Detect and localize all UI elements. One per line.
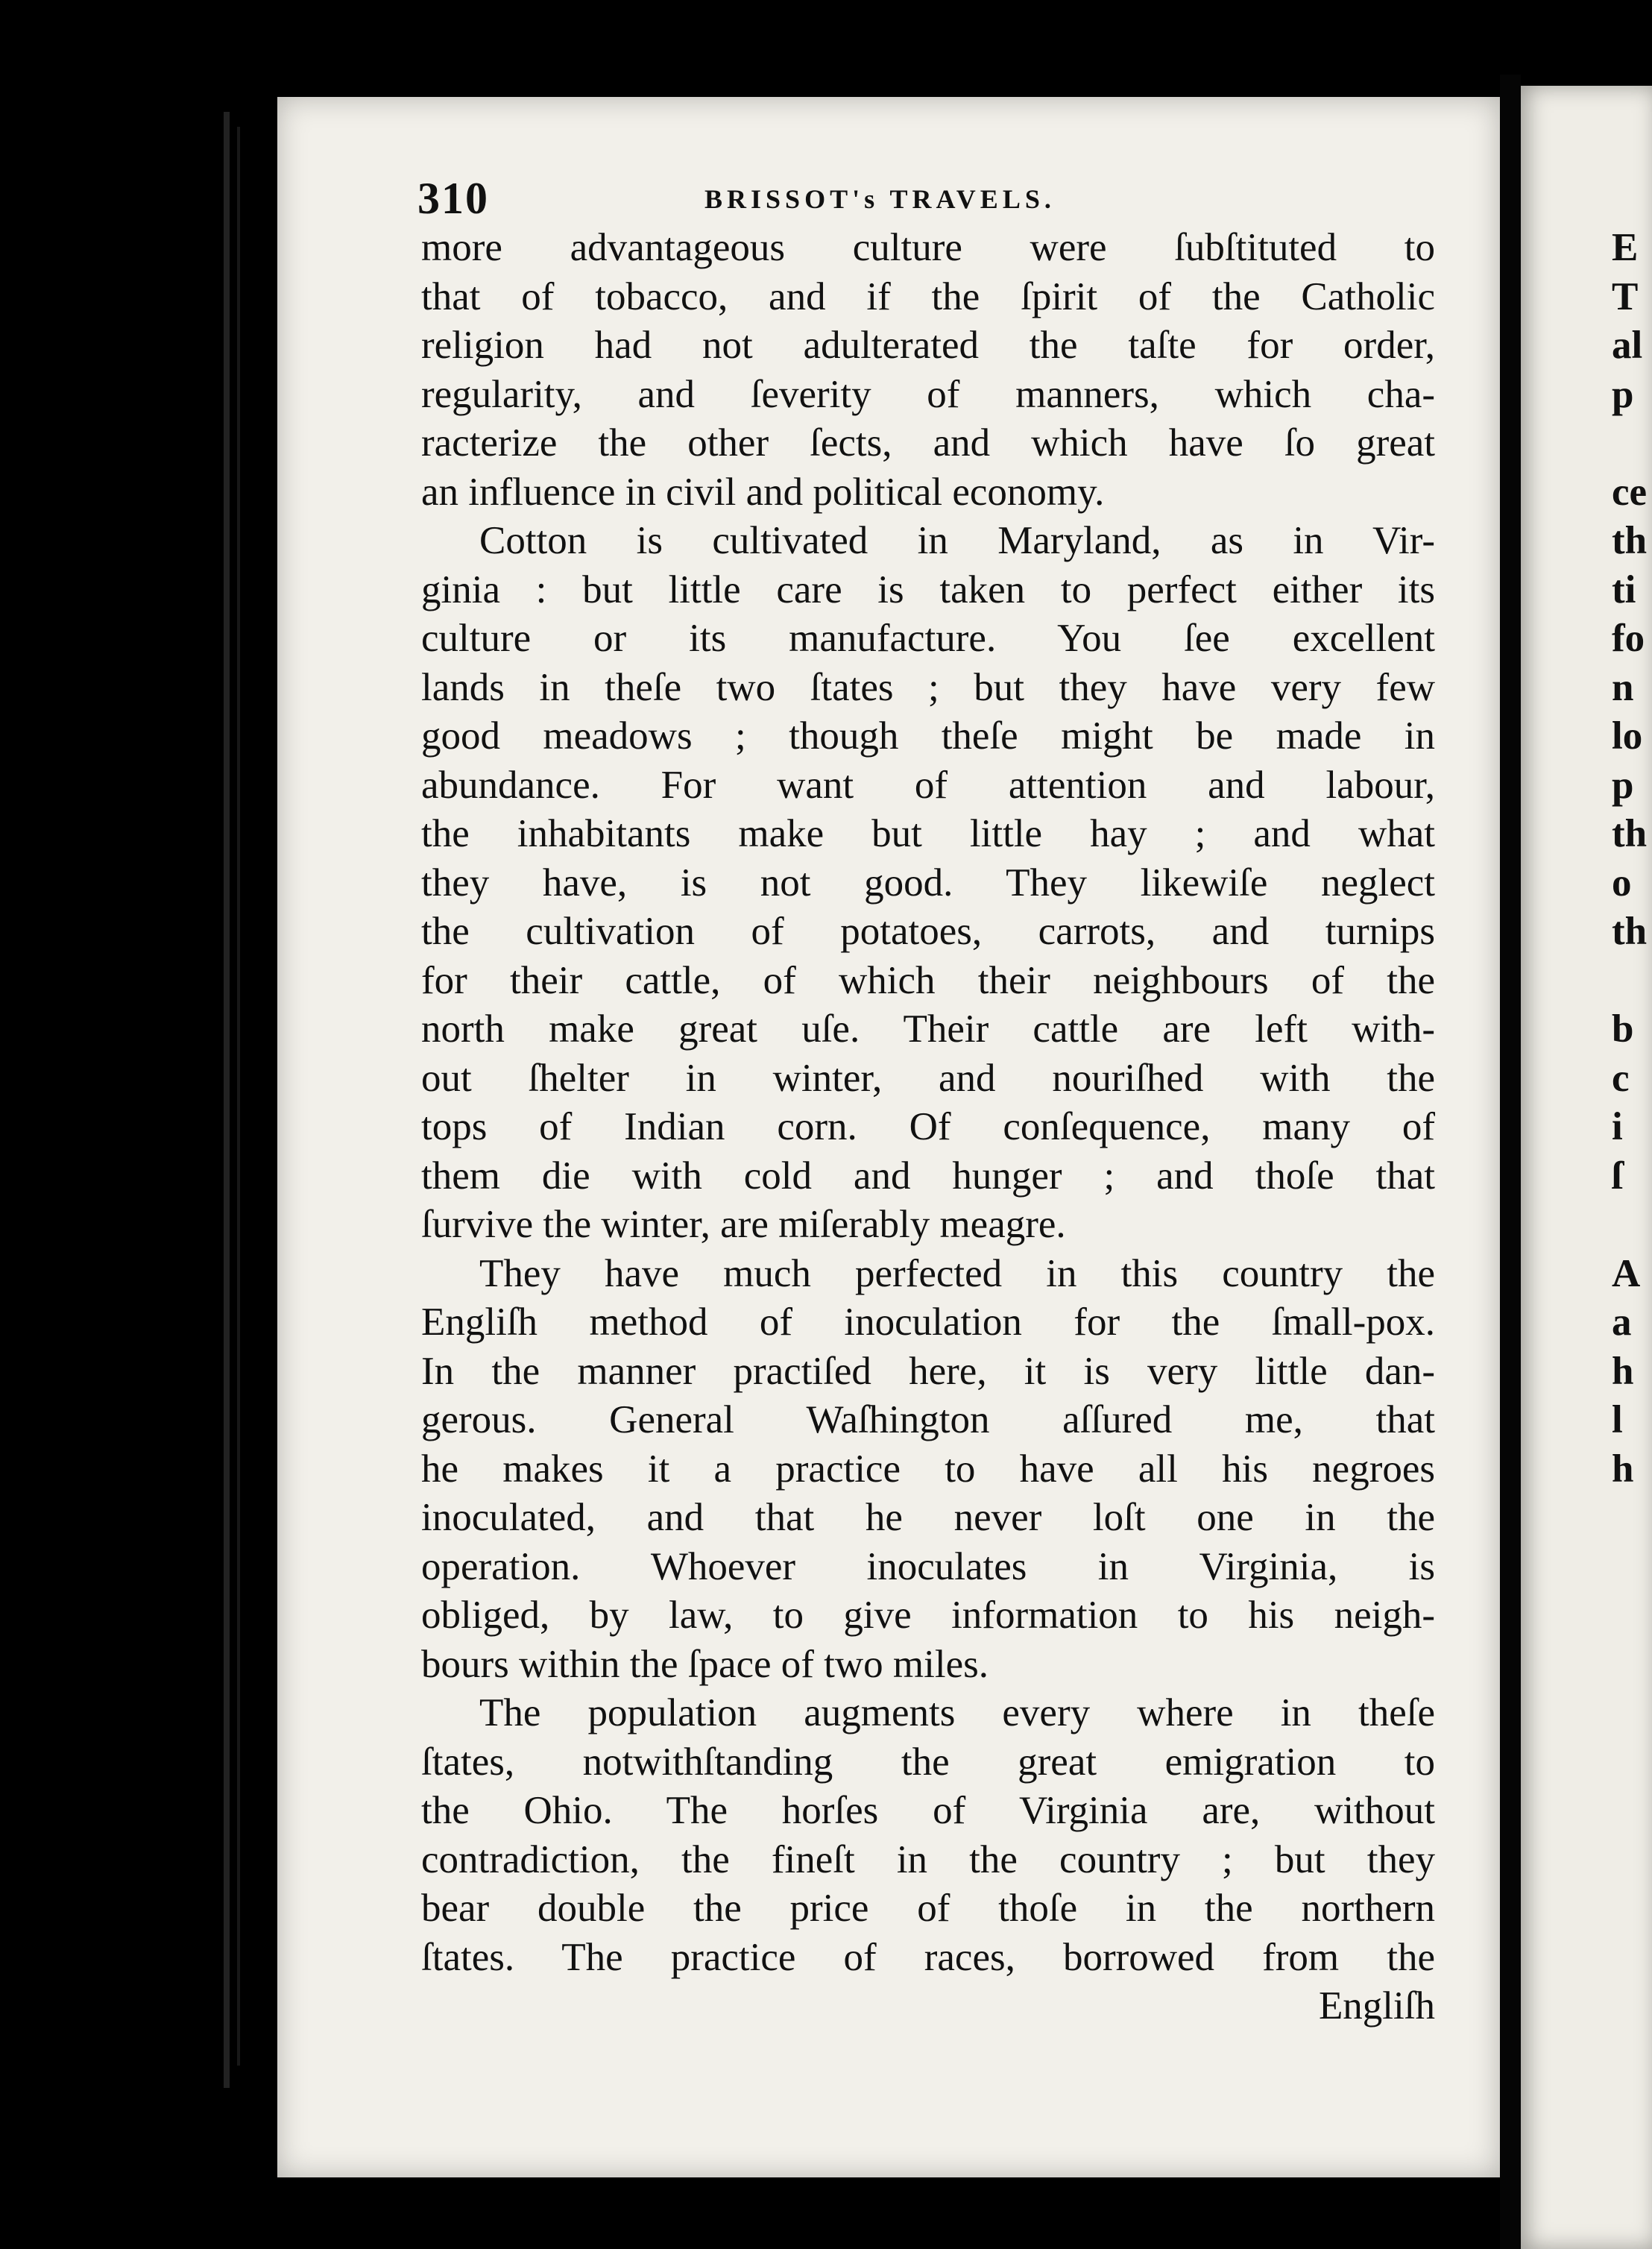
text-line: for their cattle, of which their neighbours of the <box>421 958 1435 1002</box>
right-page-text <box>1612 224 1652 2031</box>
right-page-fragment: c <box>1612 1056 1630 1100</box>
right-page-fragment: th <box>1612 812 1648 855</box>
text-line: bear double the price of thoſe in the northern <box>421 1887 1435 1930</box>
right-page-fragment: T <box>1612 274 1639 318</box>
text-line: them die with cold and hunger ; and thoſe that <box>421 1154 1435 1198</box>
text-line: culture or its manufacture. You ſee excellent <box>421 617 1435 660</box>
right-page-fragment <box>1612 957 1652 1006</box>
text-line: the cultivation of potatoes, carrots, and turnips <box>421 910 1435 953</box>
text-line: the inhabitants make but little hay ; and what <box>421 812 1435 855</box>
body-text <box>421 224 1435 2031</box>
right-page-fragment: E <box>1612 226 1639 269</box>
right-page-fragment <box>1612 1934 1652 1983</box>
right-page-fragment: b <box>1612 1007 1634 1051</box>
right-page-fragment: p <box>1612 763 1634 807</box>
right-page-fragment: n <box>1612 665 1634 709</box>
text-line: north make great uſe. Their cattle are left with- <box>421 1007 1435 1051</box>
text-line: The population augments every where in theſe <box>479 1691 1435 1734</box>
right-page-fragment: th <box>1612 910 1648 953</box>
text-line: bours within the ſpace of two miles. <box>421 1642 989 1686</box>
text-line: abundance. For want of attention and labour, <box>421 763 1435 807</box>
page-number: 310 <box>417 174 489 223</box>
text-line: he makes it a practice to have all his negroes <box>421 1447 1435 1491</box>
text-line: more advantageous culture were ſubſtituted to <box>421 226 1435 269</box>
right-page-fragment: h <box>1612 1447 1634 1491</box>
right-page-fragment: A <box>1612 1251 1641 1295</box>
right-page-fragment <box>1612 419 1652 468</box>
text-line: inoculated, and that he never loſt one in the <box>421 1496 1435 1539</box>
right-page-fragment <box>1612 1738 1652 1787</box>
text-line: operation. Whoever inoculates in Virginia, is <box>421 1544 1435 1588</box>
right-page-fragment: th <box>1612 519 1648 562</box>
text-line: they have, is not good. They likewiſe neglect <box>421 861 1435 905</box>
right-page-fragment <box>1612 1543 1652 1592</box>
book-edge-mark <box>224 112 230 2088</box>
text-line: the Ohio. The horſes of Virginia are, without <box>421 1789 1435 1832</box>
text-line: racterize the other ſects, and which have ſo great <box>421 421 1435 465</box>
right-page-fragment <box>1612 1787 1652 1836</box>
right-page-fragment <box>1612 1201 1652 1250</box>
text-line: They have much perfected in this country the <box>479 1251 1435 1295</box>
page-header <box>417 173 1476 223</box>
catchword: Engliſh <box>1318 1984 1435 2028</box>
text-line: Engliſh method of inoculation for the ſmall-pox. <box>421 1300 1435 1344</box>
right-page-fragment: ſ <box>1612 1154 1623 1198</box>
running-head: BRISSOT's TRAVELS. <box>704 184 1056 214</box>
text-line: religion had not adulterated the taſte for order, <box>421 324 1435 367</box>
right-page-fragment: lo <box>1612 714 1643 758</box>
right-page-fragment: ce <box>1612 470 1648 514</box>
text-line: obliged, by law, to give information to his neigh- <box>421 1594 1435 1637</box>
text-line: gerous. General Waſhington aſſured me, that <box>421 1398 1435 1441</box>
book-gutter <box>1500 75 1521 2249</box>
right-page-fragment: fo <box>1612 617 1645 660</box>
text-line: ginia : but little care is taken to perfect either its <box>421 567 1435 611</box>
text-line: ſtates, notwithſtanding the great emigration to <box>421 1740 1435 1784</box>
text-line: out ſhelter in winter, and nouriſhed with the <box>421 1056 1435 1100</box>
text-line: ſurvive the winter, are miſerably meagre. <box>421 1203 1066 1246</box>
right-page-fragment <box>1612 1641 1652 1690</box>
text-line: that of tobacco, and if the ſpirit of the Catholic <box>421 274 1435 318</box>
right-page-fragment: al <box>1612 324 1643 367</box>
text-line: contradiction, the fineſt in the country ; but they <box>421 1837 1435 1881</box>
text-line: Cotton is cultivated in Maryland, as in Vir- <box>479 519 1435 562</box>
text-line: regularity, and ſeverity of manners, which cha- <box>421 372 1435 416</box>
right-page-fragment <box>1612 1982 1652 2031</box>
right-page-fragment <box>1612 1689 1652 1738</box>
text-line: In the manner practiſed here, it is very little dan- <box>421 1349 1435 1393</box>
right-page-fragment: h <box>1612 1349 1634 1393</box>
right-page-fragment <box>1612 1884 1652 1934</box>
right-page-fragment: a <box>1612 1300 1632 1344</box>
text-line: ſtates. The practice of races, borrowed from the <box>421 1935 1435 1979</box>
right-page-fragment <box>1612 1494 1652 1543</box>
text-line: good meadows ; though theſe might be made in <box>421 714 1435 758</box>
right-page-fragment: i <box>1612 1105 1623 1148</box>
right-page-fragment <box>1612 1591 1652 1641</box>
right-page-fragment: ti <box>1612 567 1636 611</box>
right-page-fragment: l <box>1612 1398 1623 1441</box>
text-line: lands in theſe two ſtates ; but they have very few <box>421 665 1435 709</box>
book-edge-mark <box>237 127 240 2066</box>
text-line: an influence in civil and political economy. <box>421 470 1105 514</box>
right-page-fragment: p <box>1612 372 1634 416</box>
text-line: tops of Indian corn. Of conſequence, many of <box>421 1105 1435 1148</box>
right-page-fragment <box>1612 1836 1652 1885</box>
right-page-fragment: o <box>1612 861 1632 905</box>
